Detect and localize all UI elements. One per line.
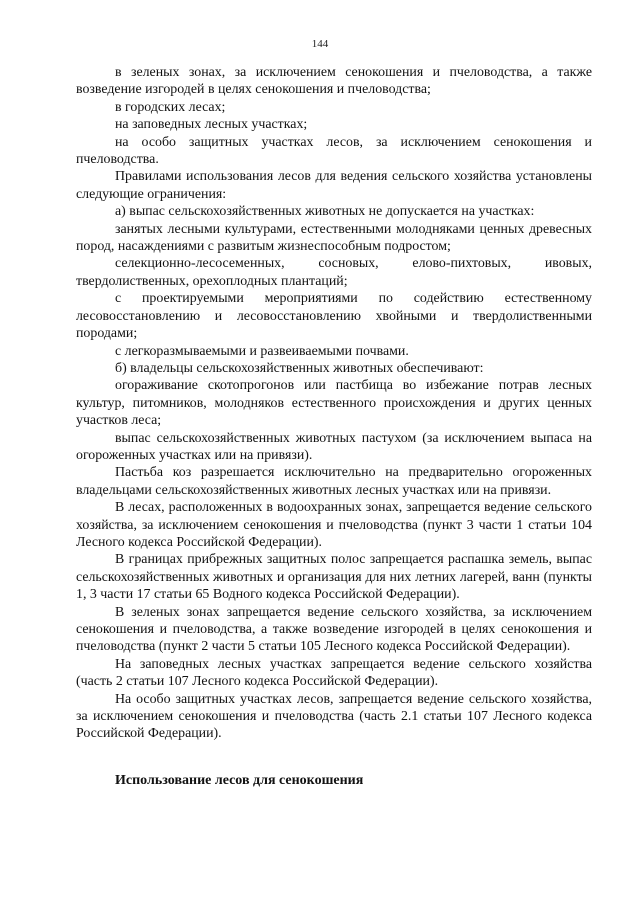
- paragraph: Пастьба коз разрешается исключительно на предварительно огороженных владельцами сельскохозяйственных животных лесных участках или на привязи.: [76, 465, 592, 498]
- paragraph: огораживание скотопрогонов или пастбища во избежание потрав лесных культур, питомников, молодняков естественного происхождения и других ценных участков леса;: [76, 378, 592, 429]
- paragraph: с легкоразмываемыми и развеиваемыми почвами.: [115, 343, 409, 359]
- paragraph: В лесах, расположенных в водоохранных зонах, запрещается ведение сельского хозяйства, за исключением сенокошения и пчеловодства (пункт 3 части 1 статьи 104 Лесного кодекса Российской Федерации).: [76, 500, 592, 550]
- paragraph: на заповедных лесных участках;: [115, 117, 308, 133]
- paragraph: на особо защитных участках лесов, за исключением сенокошения и пчеловодства.: [76, 134, 592, 168]
- page-number: 144: [311, 38, 329, 50]
- paragraph: В границах прибрежных защитных полос запрещается распашка земель, выпас сельскохозяйственных животных и организация для них летних лагерей, ванн (пункты 1, 3 части 17 статьи 65 Водного кодекса Российской Федерации).: [76, 552, 592, 603]
- paragraph: занятых лесными культурами, естественными молодняками ценных древесных пород, насаждениями с развитым жизнеспособным подростом;: [76, 221, 592, 255]
- paragraph: В зеленых зонах запрещается ведение сельского хозяйства, за исключением сенокошения и пчеловодства, а также возведение изгородей в целях сенокошения и пчеловодства (пункт 2 части 5 статьи 105 Лесного кодекса Российской Федерации).: [76, 604, 592, 655]
- section-heading: Использование лесов для сенокошения: [115, 773, 364, 788]
- paragraph: а) выпас сельскохозяйственных животных не допускается на участках:: [115, 204, 535, 220]
- paragraph: выпас сельскохозяйственных животных пастухом (за исключением выпаса на огороженных участках или на привязи).: [76, 430, 592, 463]
- paragraph: в зеленых зонах, за исключением сенокошения и пчеловодства, а также возведение изгородей в целях сенокошения и пчеловодства;: [76, 65, 592, 98]
- paragraph: с проектируемыми мероприятиями по содействию естественному лесовосстановлению и лесовосстановлению хвойными и твердолиственными породами;: [76, 291, 592, 342]
- paragraph: На заповедных лесных участках запрещается ведение сельского хозяйства (часть 2 статьи 107 Лесного кодекса Российской Федерации).: [76, 656, 592, 690]
- paragraph: На особо защитных участках лесов, запрещается ведение сельского хозяйства, за исключением сенокошения и пчеловодства (часть 2.1 статьи 107 Лесного кодекса Российской Федерации).: [76, 691, 592, 742]
- paragraph: в городских лесах;: [115, 99, 226, 115]
- paragraph: Правилами использования лесов для ведения сельского хозяйства установлены следующие ограничения:: [76, 169, 592, 202]
- paragraph: б) владельцы сельскохозяйственных животных обеспечивают:: [115, 360, 484, 376]
- page-body: [76, 64, 592, 743]
- paragraph: селекционно-лесосеменных, сосновых, елово-пихтовых, ивовых, твердолиственных, орехоплодных плантаций;: [76, 256, 592, 289]
